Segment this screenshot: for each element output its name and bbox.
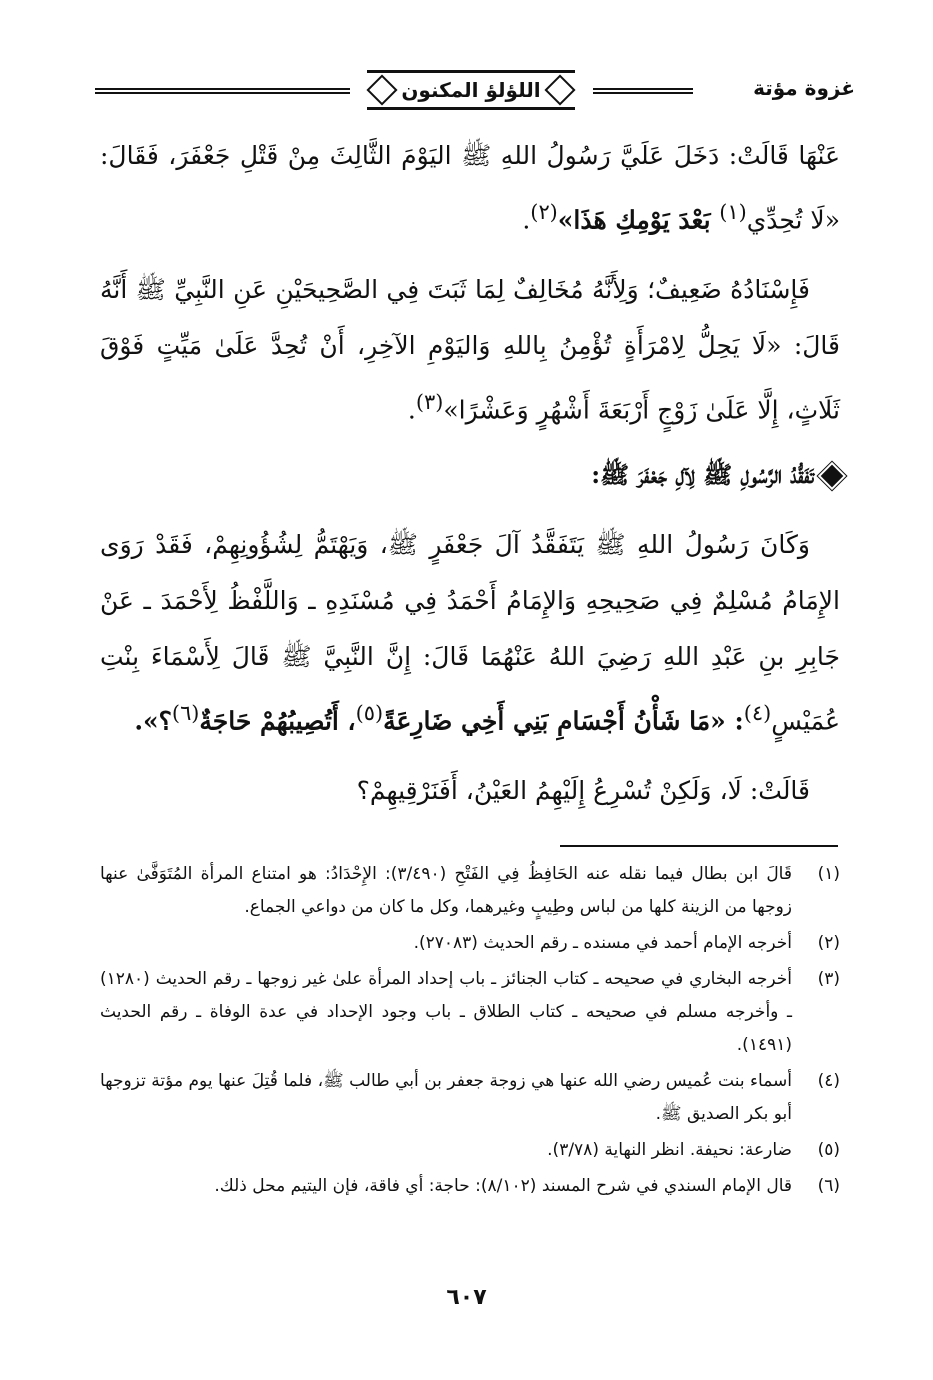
paragraph-4-text: قَالَتْ: لَا، وَلَكِنْ تُسْرِعُ إِلَيْهِمُ العَيْنُ، أَفَنَرْقِيهِمْ؟: [356, 775, 810, 805]
header-rule-left: [95, 88, 350, 94]
footnote-text: أخرجه البخاري في صحيحه ـ كتاب الجنائز ـ باب إحداد المرأة علىٰ غير زوجها ـ رقم الحديث (١٢٨٠) ـ وأخرجه مسلم في صحيحه ـ كتاب الطلاق ـ باب وجود الإحداد في عدة الوفاة ـ رقم الحديث (١٤٩١).: [100, 969, 792, 1055]
paragraph-1-close: .: [522, 205, 531, 235]
footnotes: [100, 858, 840, 1206]
paragraph-3-text: وَكَانَ رَسُولُ اللهِ ﷺ يَتَفَقَّدُ آلَ جَعْفَرٍ ﷺ، وَيَهْتَمُّ لِشُؤُونِهِمْ، فَقَدْ رَوَى الإِمَامُ مُسْلِمٌ فِي صَحِيحِهِ وَالإِمَامُ أَحْمَدُ فِي مُسْنَدِهِ ـ وَاللَّفْظُ لِأَحْمَدَ ـ عَنْ جَابِرِ بنِ عَبْدِ اللهِ رَضِيَ اللهُ عَنْهُمَا قَالَ: إِنَّ النَّبِيَّ ﷺ قَالَ لِأَسْمَاءَ بِنْتِ عُمَيْسٍ: [100, 529, 840, 735]
footnote-ref-1[interactable]: (١): [719, 200, 747, 224]
header-rule-right: [593, 88, 693, 94]
page-header: [95, 60, 855, 120]
footnote-separator: [560, 845, 838, 847]
footnote-number: (٤): [817, 1071, 840, 1091]
paragraph-2: [100, 262, 840, 438]
footnote-item: [100, 1134, 840, 1167]
flower-ornament-icon: [821, 465, 844, 488]
paragraph-3: [100, 517, 840, 749]
section-heading: [100, 447, 840, 503]
footnote-number: (٦): [817, 1176, 840, 1196]
footnote-text: قال الإمام السندي في شرح المسند (٨/١٠٢): حاجة: أي فاقة، فإن اليتيم محل ذلك.: [214, 1176, 792, 1196]
footnote-number: (٢): [817, 933, 840, 953]
paragraph-1: [100, 128, 840, 248]
footnote-number: (٣): [817, 969, 840, 989]
footnote-text: أسماء بنت عُميس رضي الله عنها هي زوجة جعفر بن أبي طالب ﷺ، فلما قُتِلَ عنها يوم مؤتة تزوجها أبو بكر الصديق ﷺ.: [100, 1071, 792, 1124]
paragraph-3-quote-2: ، أَتُصِيبُهُمْ حَاجَةٌ: [199, 705, 356, 735]
book-title: اللؤلؤ المكنون: [401, 78, 541, 102]
main-text: [100, 128, 840, 819]
footnote-item: [100, 858, 840, 924]
paragraph-2-text: فَإِسْنَادُهُ ضَعِيفٌ؛ وَلِأَنَّهُ مُخَالِفٌ لِمَا ثَبَتَ فِي الصَّحِيحَيْنِ عَنِ النَّبِيِّ ﷺ أَنَّهُ قَالَ: «لَا يَحِلُّ لِامْرَأَةٍ تُؤْمِنُ بِاللهِ وَاليَوْمِ الآخِرِ، أَنْ تُحِدَّ عَلَىٰ مَيِّتٍ فَوْقَ ثَلَاثٍ، إِلَّا عَلَىٰ زَوْجٍ أَرْبَعَةَ أَشْهُرٍ وَعَشْرًا»: [100, 275, 840, 425]
footnote-ref-4[interactable]: (٤): [743, 700, 772, 725]
footnote-ref-2[interactable]: (٢): [530, 200, 558, 224]
footnote-number: (٥): [817, 1140, 840, 1160]
footnote-number: (١): [817, 864, 840, 884]
cartouche-frame: [367, 70, 574, 110]
footnote-text: ضارعة: نحيفة. انظر النهاية (٣/٧٨).: [547, 1140, 792, 1160]
footnote-item: [100, 1170, 840, 1203]
footnote-text: قَالَ ابن بطال فيما نقله عنه الحَافِظُ فِي الفَتْحِ (٣/٤٩٠): الإِحْدَادُ: هو امتناع المرأة المُتَوَفَّىٰ عنها زوجها من الزينة كلها من لباس وطِيبٍ وغيرهما، وكل ما كان من دواعي الجماع.: [100, 864, 792, 917]
paragraph-4: [100, 763, 840, 819]
paragraph-1-text: عَنْهَا قَالَتْ: دَخَلَ عَلَيَّ رَسُولُ اللهِ ﷺ اليَوْمَ الثَّالِثَ مِنْ قَتْلِ جَعْفَرَ، فَقَالَ: «لَا تُحِدِّي: [100, 141, 840, 235]
paragraph-1-quote-end: بَعْدَ يَوْمِكِ هَذَا»: [557, 205, 720, 235]
footnote-text: أخرجه الإمام أحمد في مسنده ـ رقم الحديث (٢٧٠٨٣).: [413, 933, 792, 953]
footnote-item: [100, 1065, 840, 1131]
footnote-ref-3[interactable]: (٣): [415, 390, 444, 415]
running-title: غزوة مؤتة: [753, 76, 855, 100]
footnote-ref-6[interactable]: (٦): [171, 700, 200, 725]
footnote-item: [100, 963, 840, 1062]
footnote-item: [100, 927, 840, 960]
paragraph-3-quote: : «مَا شَأْنُ أَجْسَامِ بَنِي أَخِي ضَارِعَةً: [383, 705, 744, 735]
paragraph-3-close: ؟».: [134, 705, 172, 735]
section-heading-text: تَفَقُّدُ الرَّسُولِ ﷺ لِآلِ جَعْفَرَ ﷺ:: [591, 459, 814, 489]
footnote-ref-5[interactable]: (٥): [355, 700, 384, 725]
page-number: ٦٠٧: [446, 1285, 487, 1310]
paragraph-2-close: .: [407, 395, 416, 425]
book-title-cartouche: [360, 60, 582, 120]
